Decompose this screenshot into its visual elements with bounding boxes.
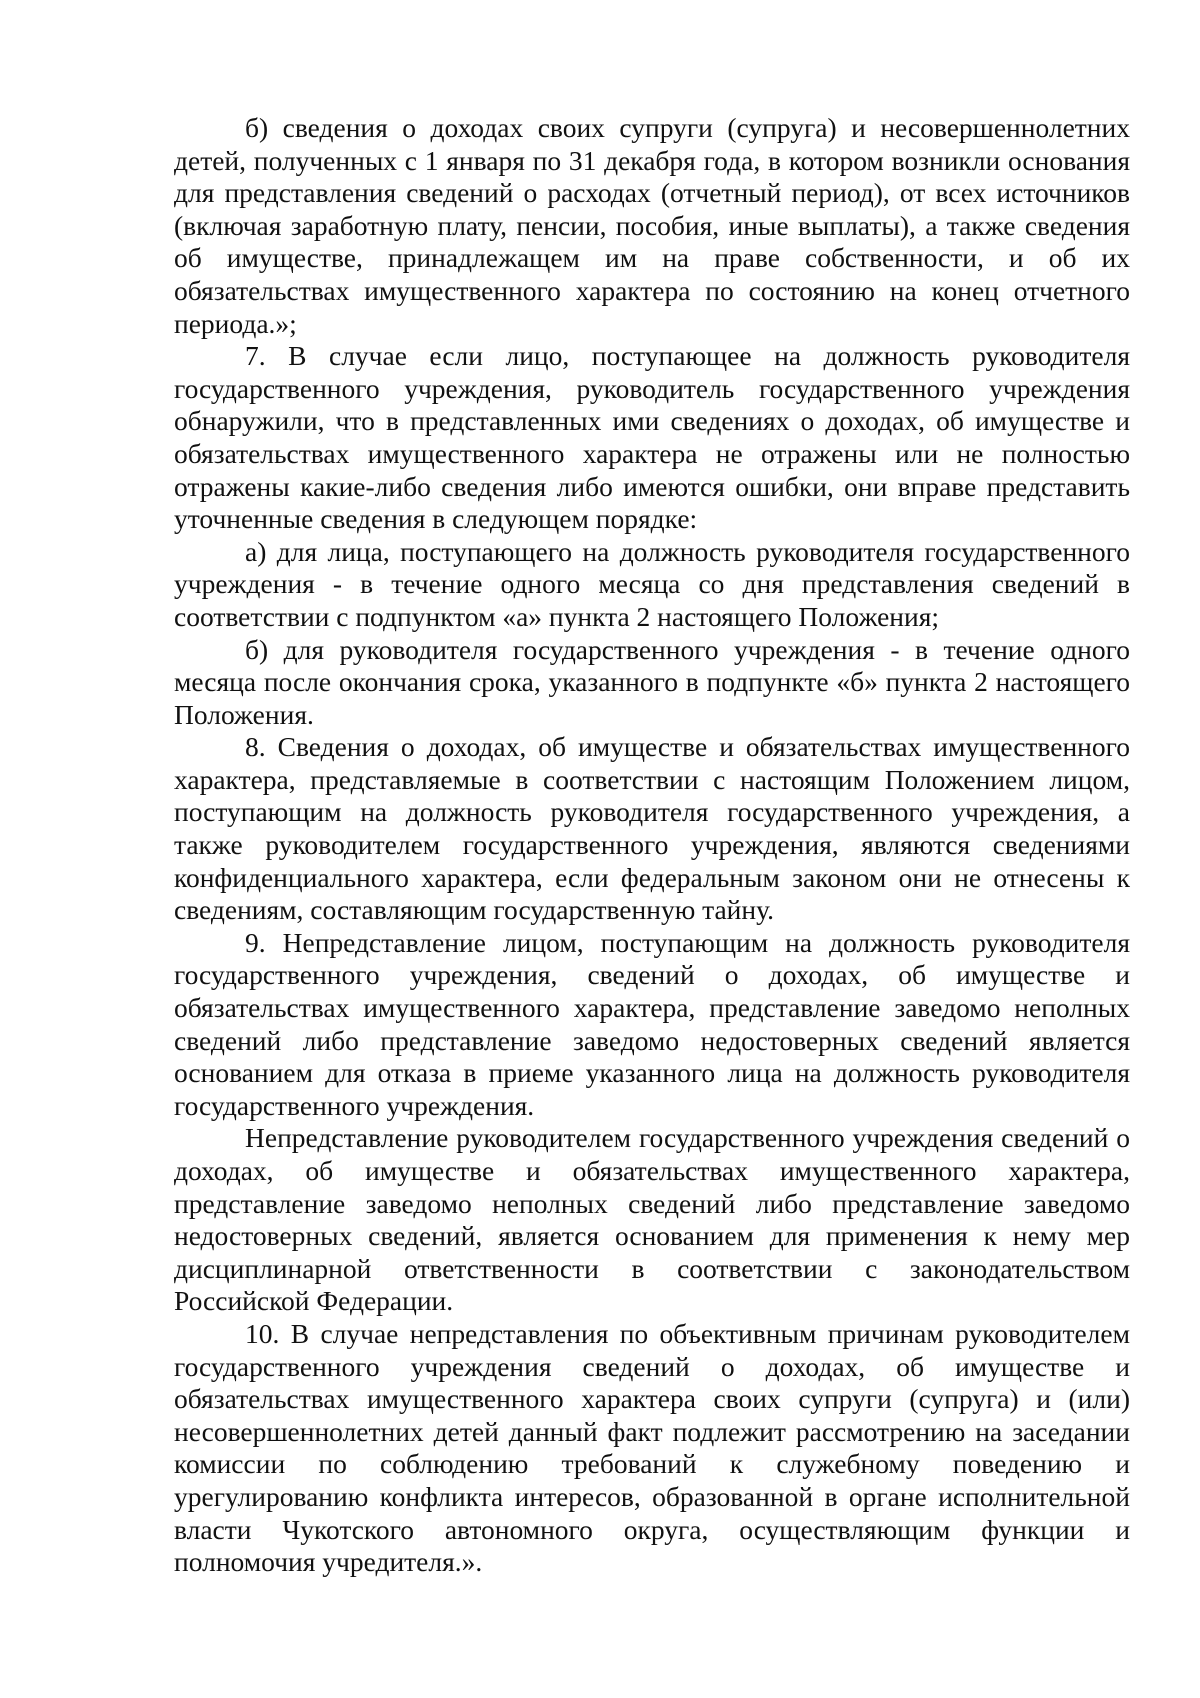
document-body [174,112,1130,1579]
paragraph-9-non-submission-candidate: 9. Непредставление лицом, поступающим на должность руководителя государственного учреждения, сведений о доходах, об имуществе и обязательствах имущественного характера, представление заведомо неполных сведений либо представление заведомо недостоверных сведений является основанием для отказа в приеме указанного лица на должность руководителя государственного учреждения. [174,926,1130,1121]
paragraph-7b-head-deadline: б) для руководителя государственного учреждения - в течение одного месяца после окончания срока, указанного в подпункте «б» пункта 2 настоящего Положения. [174,633,1130,730]
paragraph-7a-candidate-deadline: а) для лица, поступающего на должность руководителя государственного учреждения - в течение одного месяца со дня представления сведений в соответствии с подпунктом «а» пункта 2 настоящего Положения; [174,535,1130,632]
paragraph-sub-b-spouse-income: б) сведения о доходах своих супруги (супруга) и несовершеннолетних детей, полученных с 1 января по 31 декабря года, в котором возникли основания для представления сведений о расходах (отчетный период), от всех источников (включая заработную плату, пенсии, пособия, иные выплаты), а также сведения об имуществе, принадлежащем им на праве собственности, и об их обязательствах имущественного характера по состоянию на конец отчетного периода.»; [174,112,1130,339]
paragraph-8-confidentiality: 8. Сведения о доходах, об имуществе и обязательствах имущественного характера, представляемые в соответствии с настоящим Положением лицом, поступающим на должность руководителя государственного учреждения, а также руководителем государственного учреждения, являются сведениями конфиденциального характера, если федеральным законом они не отнесены к сведениям, составляющим государственную тайну. [174,731,1130,926]
paragraph-10-objective-reasons: 10. В случае непредставления по объективным причинам руководителем государственного учреждения сведений о доходах, об имуществе и обязательствах имущественного характера своих супруги (супруга) и (или) несовершеннолетних детей данный факт подлежит рассмотрению на заседании комиссии по соблюдению требований к служебному поведению и урегулированию конфликта интересов, образованной в органе исполнительной власти Чукотского автономного округа, осуществляющим функции и полномочия учредителя.». [174,1317,1130,1578]
paragraph-7-corrected-info: 7. В случае если лицо, поступающее на должность руководителя государственного учреждения, руководитель государственного учреждения обнаружили, что в представленных ими сведениях о доходах, об имуществе и обязательствах имущественного характера не отражены или не полностью отражены какие-либо сведения либо имеются ошибки, они вправе представить уточненные сведения в следующем порядке: [174,340,1130,535]
paragraph-9-non-submission-head: Непредставление руководителем государственного учреждения сведений о доходах, об имуществе и обязательствах имущественного характера, представление заведомо неполных сведений либо представление заведомо недостоверных сведений, является основанием для применения к нему мер дисциплинарной ответственности в соответствии с законодательством Российской Федерации. [174,1122,1130,1317]
